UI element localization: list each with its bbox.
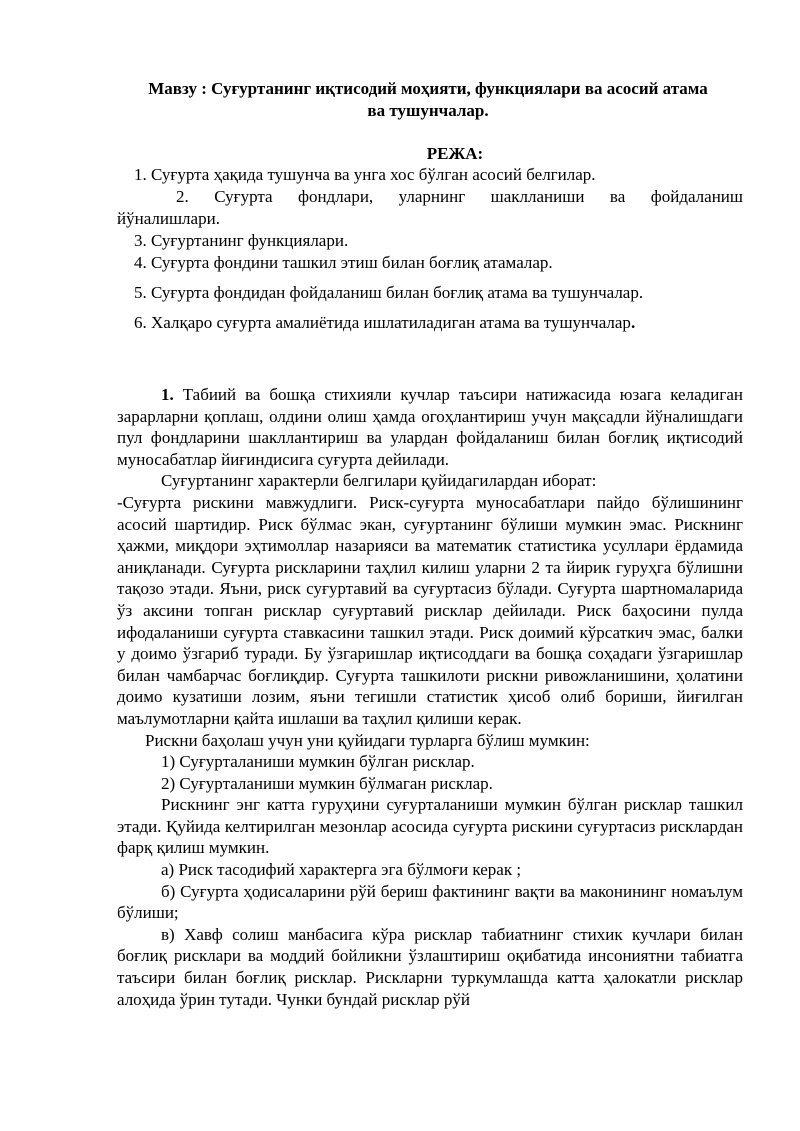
list-item-2: 2) Суғурталаниши мумкин бўлмаган рисклар. (161, 773, 493, 793)
criterion-a: а) Риск тасодифий характерга эга бўлмоғи керак ; (161, 860, 522, 880)
plan-item-6-text: 6. Халқаро суғурта амалиётида ишлатиладиган атама ва тушунчалар (134, 313, 631, 332)
criterion-c: в) Хавф солиш манбасига кўра рисклар табиатнинг стихик кучлари билан боғлиқ рисклари ва моддий бойликни ўзлаштириш оқибатида инсониятни табиатга таъсири билан боғлиқ рисклар. Рискларни туркумлашда катта ҳалокатли рисклар алоҳида ўрин тутади. Чунки бундай рисклар рўй (117, 924, 743, 1009)
plan-item-1: 1. Суғурта ҳақида тушунча ва унга хос бўлган асосий белгилар. (134, 165, 596, 184)
body-paragraph-3: -Суғурта рискини мавжудлиги. Риск-суғурта муносабатлари пайдо бўлишининг асосий шартидир. Риск бўлмас экан, суғуртанинг бўлиши мумкин эмас. Рискнинг ҳажми, миқдори эҳтимоллар назарияси ва математик статистика усуллари ёрдамида аниқланади. Суғурта рискларини таҳлил килиш уларни 2 та йирик гуруҳга бўлишни тақозо этади. Яъни, риск суғуртавий ва суғуртасиз бўлади. Суғурта шартномаларида ўз аксини топган рисклар суғуртавий рисклар дейилади. Риск баҳосини пулда ифодаланиши суғурта ставкасини ташкил этади. Риск доимий кўрсаткич эмас, балки у доимо ўзгариб туради. Бу ўзгаришлар иқтисоддаги ва бошқа соҳадаги ўзгаришлар билан чамбарчас боғлиқдир. Суғурта ташкилоти рискни ривожланишини, ҳолатини доимо кузатиши лозим, яъни тегишли статистик ҳисоб олиб бориши, йиғилган маълумотларни қайта ишлаши ва таҳлил қилиши керак. (117, 492, 743, 728)
plan-item-2-line-2: йўналишлари. (117, 209, 220, 228)
plan-item-3: 3. Суғуртанинг функциялари. (134, 231, 349, 250)
title-line-1: Мавзу : Суғуртанинг иқтисодий моҳияти, функциялари ва асосий атама (148, 79, 708, 98)
body-paragraph-1-text: Табиий ва бошқа стихияли кучлар таъсири натижасида юзага келадиган зарарларни қоплаш, олдини олиш ҳамда огоҳлантириш учун мақсадли йўналишдаги пул фондларини шакллантириш ва улардан фойдаланиш билан боғлиқ иқтисодий муносабатлар йиғиндисига суғурта дейилади. (117, 385, 743, 469)
body-paragraph-2: Суғуртанинг характерли белгилари қуйидагилардан иборат: (161, 471, 597, 491)
body-paragraph-5: Рискнинг энг катта гуруҳини суғурталаниши мумкин бўлган рисклар ташкил этади. Қуйида келтирилган мезонлар асосида суғурта рискини суғуртасиз рисклардан фарқ қилиш мумкин. (117, 795, 743, 858)
criterion-b: б) Суғурта ҳодисаларини рўй бериш фактининг вақти ва маконининг номаълум бўлиши; (117, 881, 743, 923)
plan-item-2-line-1: 2. Суғурта фондлари, уларнинг шаклланиши ва фойдаланиш (176, 187, 743, 206)
plan-item-4: 4. Суғурта фондини ташкил этиш билан боғлиқ атамалар. (134, 253, 553, 272)
body-paragraph-4: Рискни баҳолаш учун уни қуйидаги турларга бўлиш мумкин: (145, 730, 590, 750)
plan-item-6-end: . (630, 313, 636, 332)
plan-item-5: 5. Суғурта фондидан фойдаланиш билан боғлиқ атама ва тушунчалар. (134, 283, 644, 302)
plan-item-6 (134, 313, 635, 333)
title-line-2: ва тушунчалар. (367, 101, 489, 120)
list-item-1: 1) Суғурталаниши мумкин бўлган рисклар. (161, 752, 475, 772)
document-title (108, 78, 748, 122)
body-paragraph-1 (117, 384, 743, 470)
plan-heading: РЕЖА: (426, 144, 484, 163)
section-number: 1. (161, 385, 174, 404)
document-body (117, 384, 743, 1010)
